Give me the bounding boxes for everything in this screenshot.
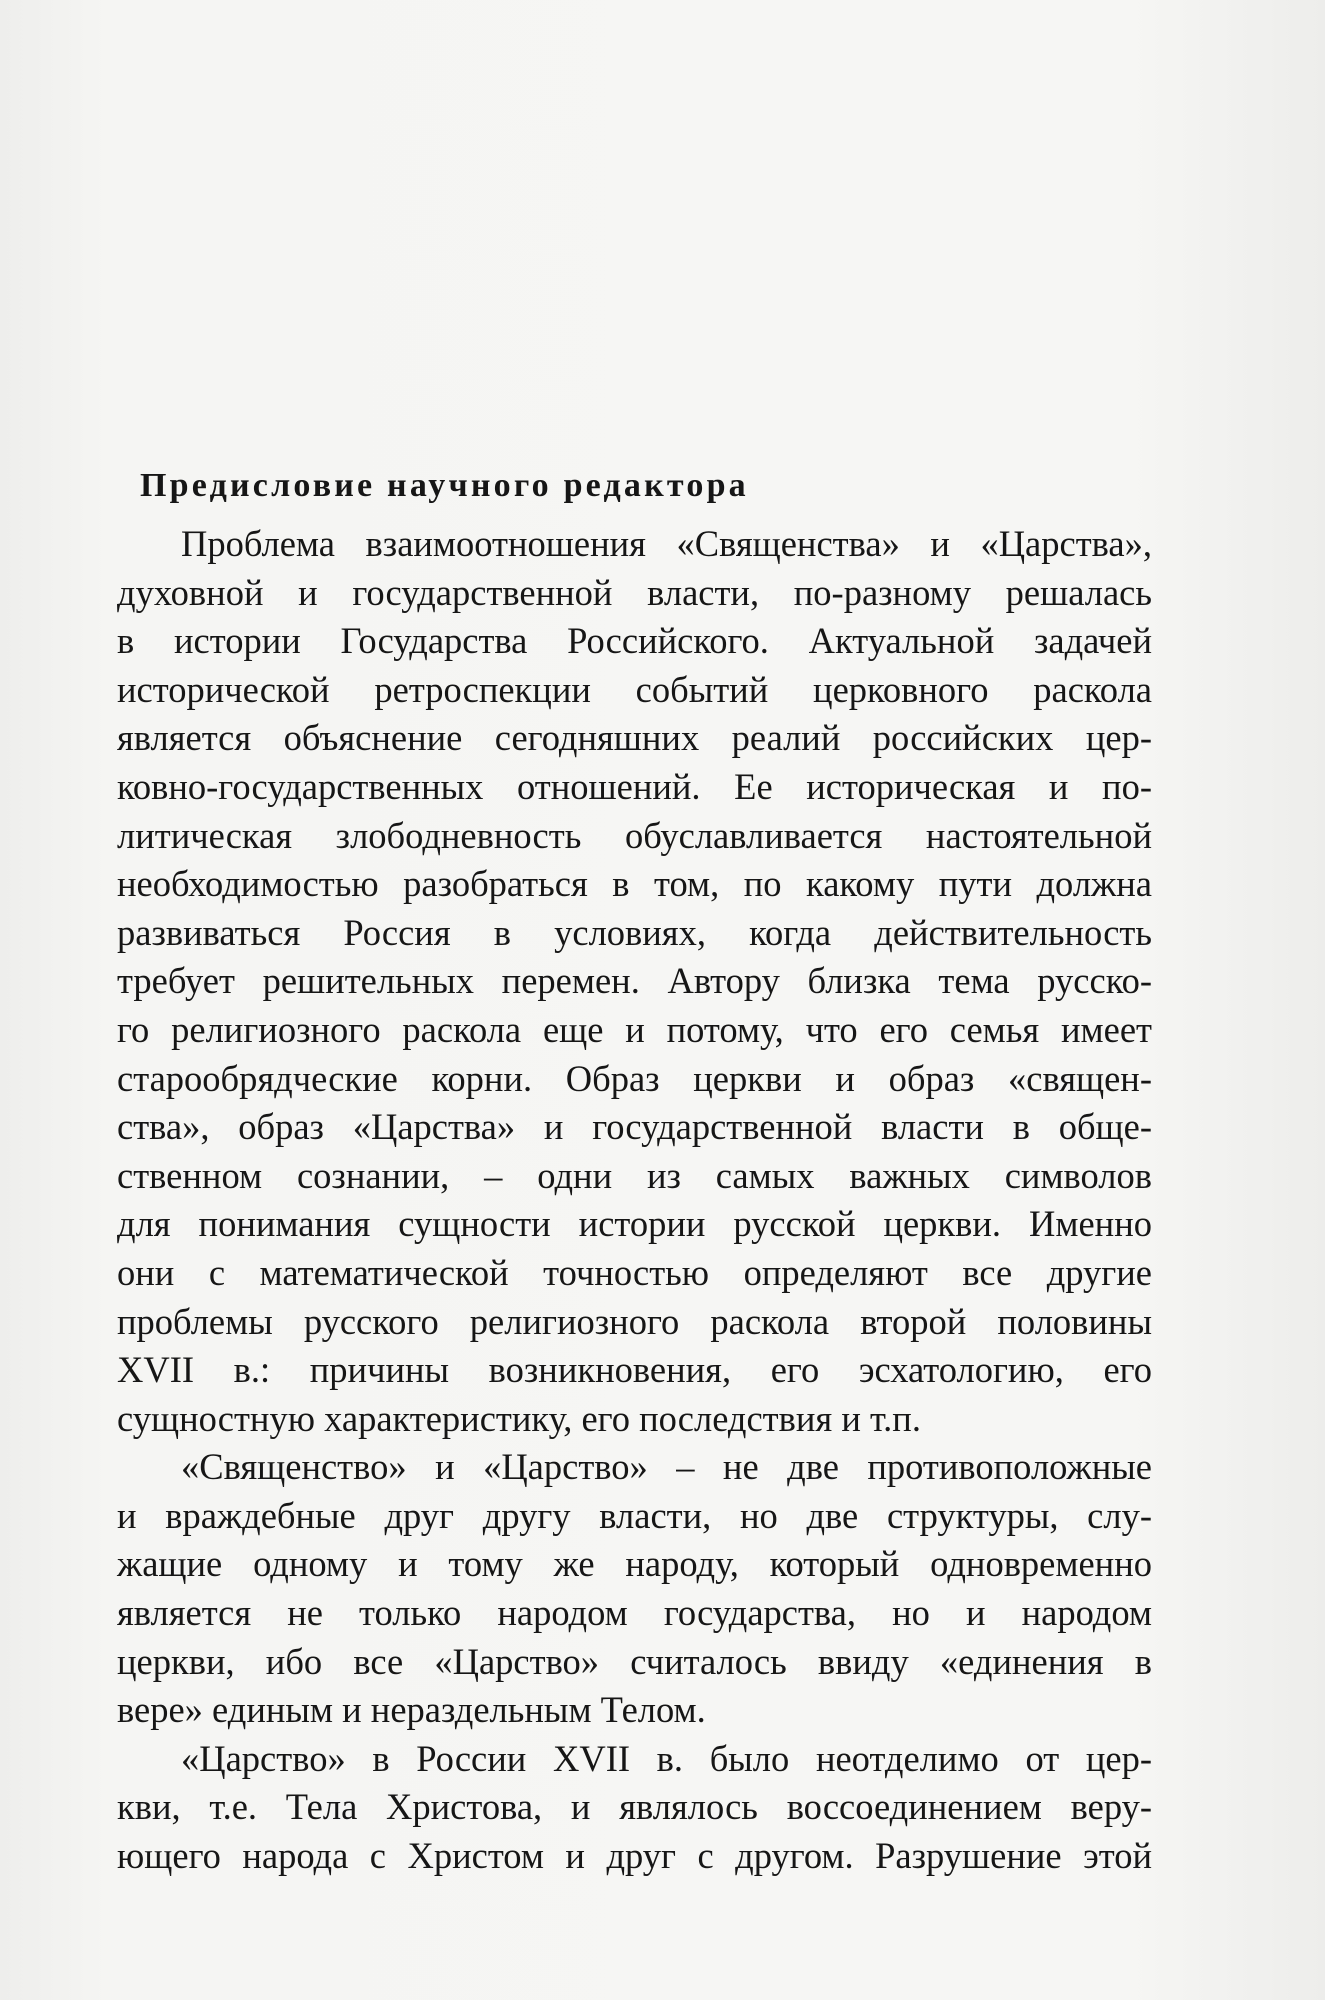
- text-line: проблемы русского религиозного раскола второй половины: [117, 1300, 1152, 1342]
- text-line: они с математической точностью определяют все другие: [117, 1251, 1152, 1293]
- text-line: литическая злободневность обуславливается настоятельной: [117, 814, 1152, 856]
- text-line: развиваться Россия в условиях, когда действительность: [117, 911, 1152, 953]
- text-line: вере» единым и нераздельным Телом.: [117, 1689, 706, 1731]
- text-line: ковно-государственных отношений. Ее историческая и по-: [117, 765, 1152, 807]
- paragraph: [117, 1735, 1152, 1881]
- text-line: церкви, ибо все «Царство» считалось ввиду «единения в: [117, 1640, 1152, 1682]
- text-line: го религиозного раскола еще и потому, что его семья имеет: [117, 1008, 1152, 1050]
- text-line: необходимостью разобраться в том, по какому пути должна: [117, 863, 1152, 905]
- text-line: является не только народом государства, но и народом: [117, 1592, 1152, 1634]
- text-line: исторической ретроспекции событий церковного раскола: [117, 668, 1152, 710]
- text-line: «Священство» и «Царство» – не две противоположные: [181, 1446, 1152, 1488]
- text-line: ющего народа с Христом и друг с другом. Разрушение этой: [117, 1835, 1152, 1877]
- text-line: для понимания сущности истории русской церкви. Именно: [117, 1203, 1152, 1245]
- text-line: Проблема взаимоотношения «Священства» и «Царства»,: [181, 523, 1152, 564]
- section-heading: Предисловие научного редактора: [140, 467, 749, 504]
- text-line: и враждебные друг другу власти, но две структуры, слу-: [117, 1494, 1152, 1536]
- text-line: является объяснение сегодняшних реалий российских цер-: [117, 717, 1152, 759]
- paragraph: [117, 520, 1152, 1443]
- text-line: сущностную характеристику, его последствия и т.п.: [117, 1397, 921, 1439]
- text-line: «Царство» в России XVII в. было неотделимо от цер-: [181, 1737, 1152, 1779]
- page-content: [117, 464, 1152, 1881]
- text-line: духовной и государственной власти, по-разному решалась: [117, 571, 1152, 613]
- text-line: кви, т.е. Тела Христова, и являлось воссоединением веру-: [117, 1786, 1152, 1828]
- text-line: жащие одному и тому же народу, который одновременно: [117, 1543, 1152, 1585]
- text-line: в истории Государства Российского. Актуальной задачей: [117, 620, 1152, 662]
- text-line: старообрядческие корни. Образ церкви и образ «священ-: [117, 1057, 1152, 1099]
- text-line: XVII в.: причины возникновения, его эсхатологию, его: [117, 1349, 1152, 1391]
- text-line: ства», образ «Царства» и государственной власти в обще-: [117, 1106, 1152, 1148]
- paragraph: [117, 1443, 1152, 1735]
- text-line: ственном сознании, – одни из самых важных символов: [117, 1154, 1152, 1196]
- text-line: требует решительных перемен. Автору близка тема русско-: [117, 960, 1152, 1002]
